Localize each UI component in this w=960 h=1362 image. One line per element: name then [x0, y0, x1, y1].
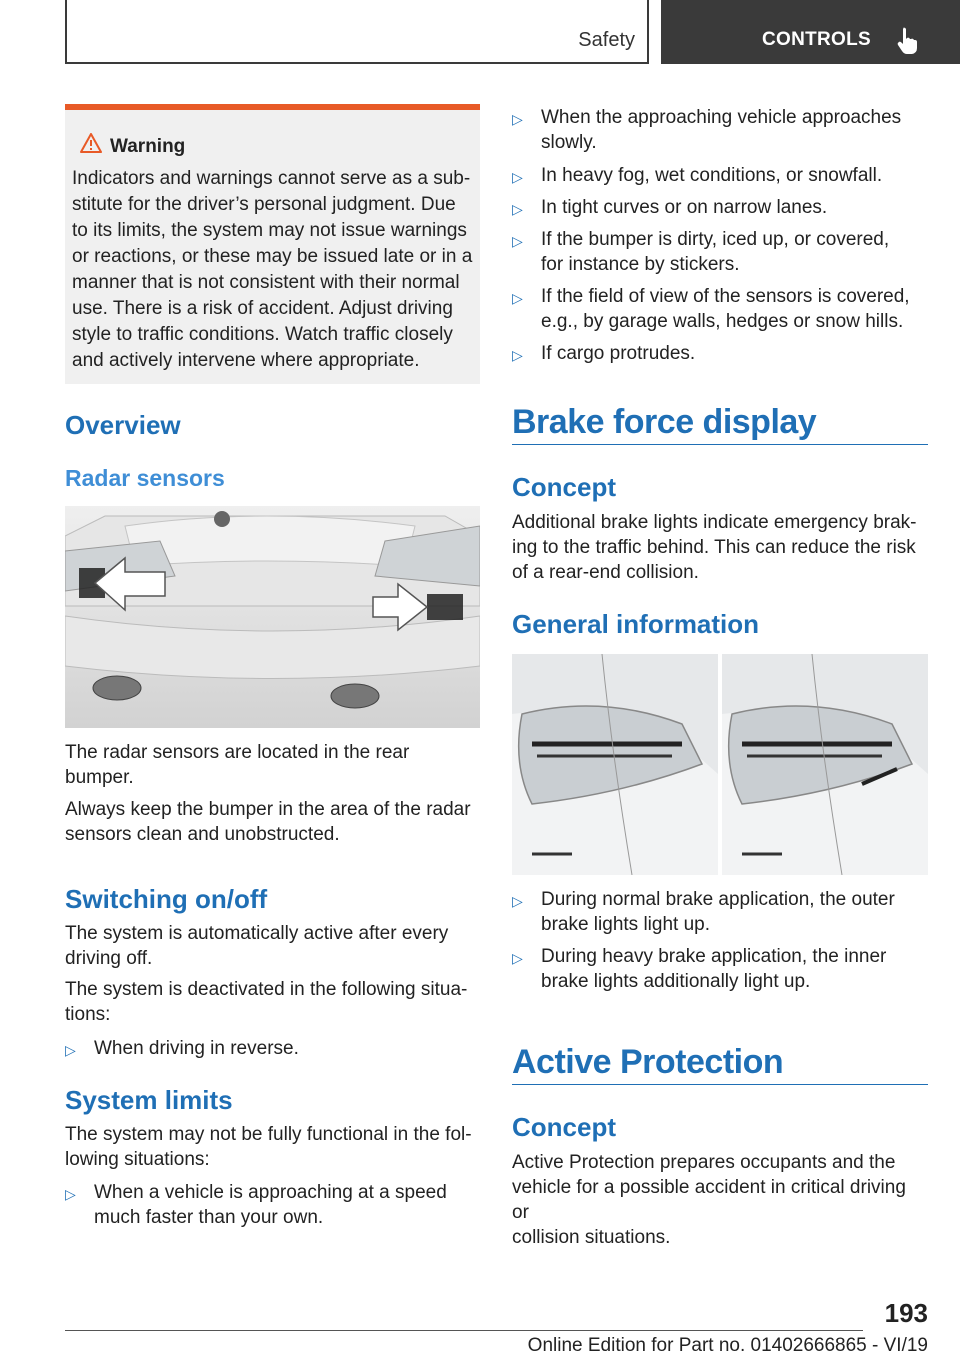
active-protection-heading: Active Protection — [512, 1043, 784, 1081]
text-line: The system is deactivated in the following situa- — [65, 979, 468, 1000]
limits-paragraph — [65, 1122, 480, 1172]
concept-paragraph — [512, 510, 928, 585]
warning-line: manner that is not consistent with their normal — [72, 272, 460, 293]
list-item-text — [512, 105, 928, 155]
concept-heading: Concept — [512, 472, 616, 502]
list-item-text — [512, 887, 928, 937]
radar-paragraph-2 — [65, 797, 480, 847]
text-line: for instance by stickers. — [541, 254, 740, 275]
triangle-bullet-icon: ▷ — [512, 950, 523, 966]
brake-light-heavy-image — [722, 654, 928, 875]
list-item — [65, 1036, 480, 1061]
list-item-text: In heavy fog, wet conditions, or snowfall. — [541, 165, 883, 186]
triangle-bullet-icon: ▷ — [512, 169, 523, 185]
text-line: slowly. — [541, 132, 597, 153]
overview-heading: Overview — [65, 410, 181, 440]
text-line: vehicle for a possible accident in critical driving or — [512, 1177, 906, 1223]
text-line: The radar sensors are located in the rear — [65, 742, 410, 763]
header-chapter-label: CONTROLS — [762, 29, 872, 50]
warning-line: stitute for the driver’s personal judgment. Due — [72, 194, 456, 215]
footer-edition: Online Edition for Part no. 01402666865 - VI/19 — [527, 1335, 928, 1356]
triangle-bullet-icon: ▷ — [512, 893, 523, 909]
page-number: 193 — [884, 1298, 928, 1328]
list-item — [65, 1180, 480, 1230]
footer-rule — [65, 1330, 863, 1331]
text-line: e.g., by garage walls, hedges or snow hills. — [541, 311, 904, 332]
warning-line: to its limits, the system may not issue warnings — [72, 220, 467, 241]
list-item-text — [512, 944, 928, 994]
general-information-heading: General information — [512, 609, 760, 639]
concept-paragraph-2 — [512, 1150, 928, 1250]
text-line: When a vehicle is approaching at a speed — [94, 1182, 447, 1203]
text-line: brake lights additionally light up. — [541, 971, 811, 992]
text-line: Active Protection prepares occupants and the — [512, 1152, 896, 1173]
list-item — [512, 195, 928, 220]
list-item — [512, 341, 928, 366]
text-line: driving off. — [65, 948, 153, 969]
header-section-tab — [65, 0, 649, 64]
list-item — [512, 163, 928, 188]
warning-text — [72, 166, 474, 374]
text-line: The system is automatically active after every — [65, 923, 449, 944]
pointing-hand-icon — [893, 26, 921, 54]
switching-heading: Switching on/off — [65, 884, 268, 914]
list-item-text: If cargo protrudes. — [541, 343, 696, 364]
warning-line: or reactions, or these may be issued late or in a — [72, 246, 473, 267]
list-item — [512, 284, 928, 334]
brake-force-display-heading: Brake force display — [512, 403, 817, 441]
list-item — [512, 887, 928, 937]
list-item-text: In tight curves or on narrow lanes. — [541, 197, 828, 218]
switching-paragraph-1 — [65, 921, 480, 971]
text-line: sensors clean and unobstructed. — [65, 824, 340, 845]
warning-line: and actively intervene where appropriate. — [72, 350, 420, 371]
heading-rule — [512, 1084, 928, 1085]
text-line: much faster than your own. — [94, 1207, 324, 1228]
list-item — [512, 105, 928, 155]
text-line: During heavy brake application, the inner — [541, 946, 887, 967]
triangle-bullet-icon: ▷ — [512, 111, 523, 127]
system-limits-heading: System limits — [65, 1085, 233, 1115]
triangle-bullet-icon: ▷ — [65, 1186, 76, 1202]
text-line: of a rear-end collision. — [512, 562, 699, 583]
warning-box — [65, 104, 480, 384]
text-line: tions: — [65, 1004, 111, 1025]
triangle-bullet-icon: ▷ — [512, 290, 523, 306]
list-item-text — [65, 1180, 480, 1230]
text-line: Always keep the bumper in the area of the radar — [65, 799, 471, 820]
switching-paragraph-2 — [65, 977, 480, 1027]
radar-sensors-heading: Radar sensors — [65, 465, 225, 491]
text-line: If the bumper is dirty, iced up, or covered, — [541, 229, 890, 250]
triangle-bullet-icon: ▷ — [512, 201, 523, 217]
text-line: Additional brake lights indicate emergency brak- — [512, 512, 917, 533]
triangle-bullet-icon: ▷ — [65, 1042, 76, 1058]
header-section-label: Safety — [578, 29, 635, 51]
list-item — [512, 944, 928, 994]
text-line: collision situations. — [512, 1227, 671, 1248]
text-line: bumper. — [65, 767, 134, 788]
heading-rule — [512, 444, 928, 445]
warning-line: style to traffic conditions. Watch traffic closely — [72, 324, 453, 345]
triangle-bullet-icon: ▷ — [512, 347, 523, 363]
warning-triangle-icon — [80, 133, 102, 153]
warning-title: Warning — [110, 136, 186, 157]
text-line: During normal brake application, the outer — [541, 889, 895, 910]
list-item-text — [512, 227, 928, 277]
text-line: ing to the traffic behind. This can reduce the risk — [512, 537, 916, 558]
text-line: lowing situations: — [65, 1149, 210, 1170]
triangle-bullet-icon: ▷ — [512, 233, 523, 249]
text-line: If the field of view of the sensors is covered, — [541, 286, 910, 307]
text-line: When the approaching vehicle approaches — [541, 107, 902, 128]
text-line: The system may not be fully functional in the fol- — [65, 1124, 472, 1145]
list-item-text: When driving in reverse. — [94, 1038, 299, 1059]
concept-heading-2: Concept — [512, 1112, 616, 1142]
radar-sensor-car-rear-image — [65, 506, 480, 728]
warning-line: Indicators and warnings cannot serve as a sub- — [72, 168, 471, 189]
text-line: brake lights light up. — [541, 914, 710, 935]
brake-light-normal-image — [512, 654, 718, 875]
list-item — [512, 227, 928, 277]
radar-paragraph-1 — [65, 740, 480, 790]
list-item-text — [512, 284, 928, 334]
warning-line: use. There is a risk of accident. Adjust driving — [72, 298, 453, 319]
